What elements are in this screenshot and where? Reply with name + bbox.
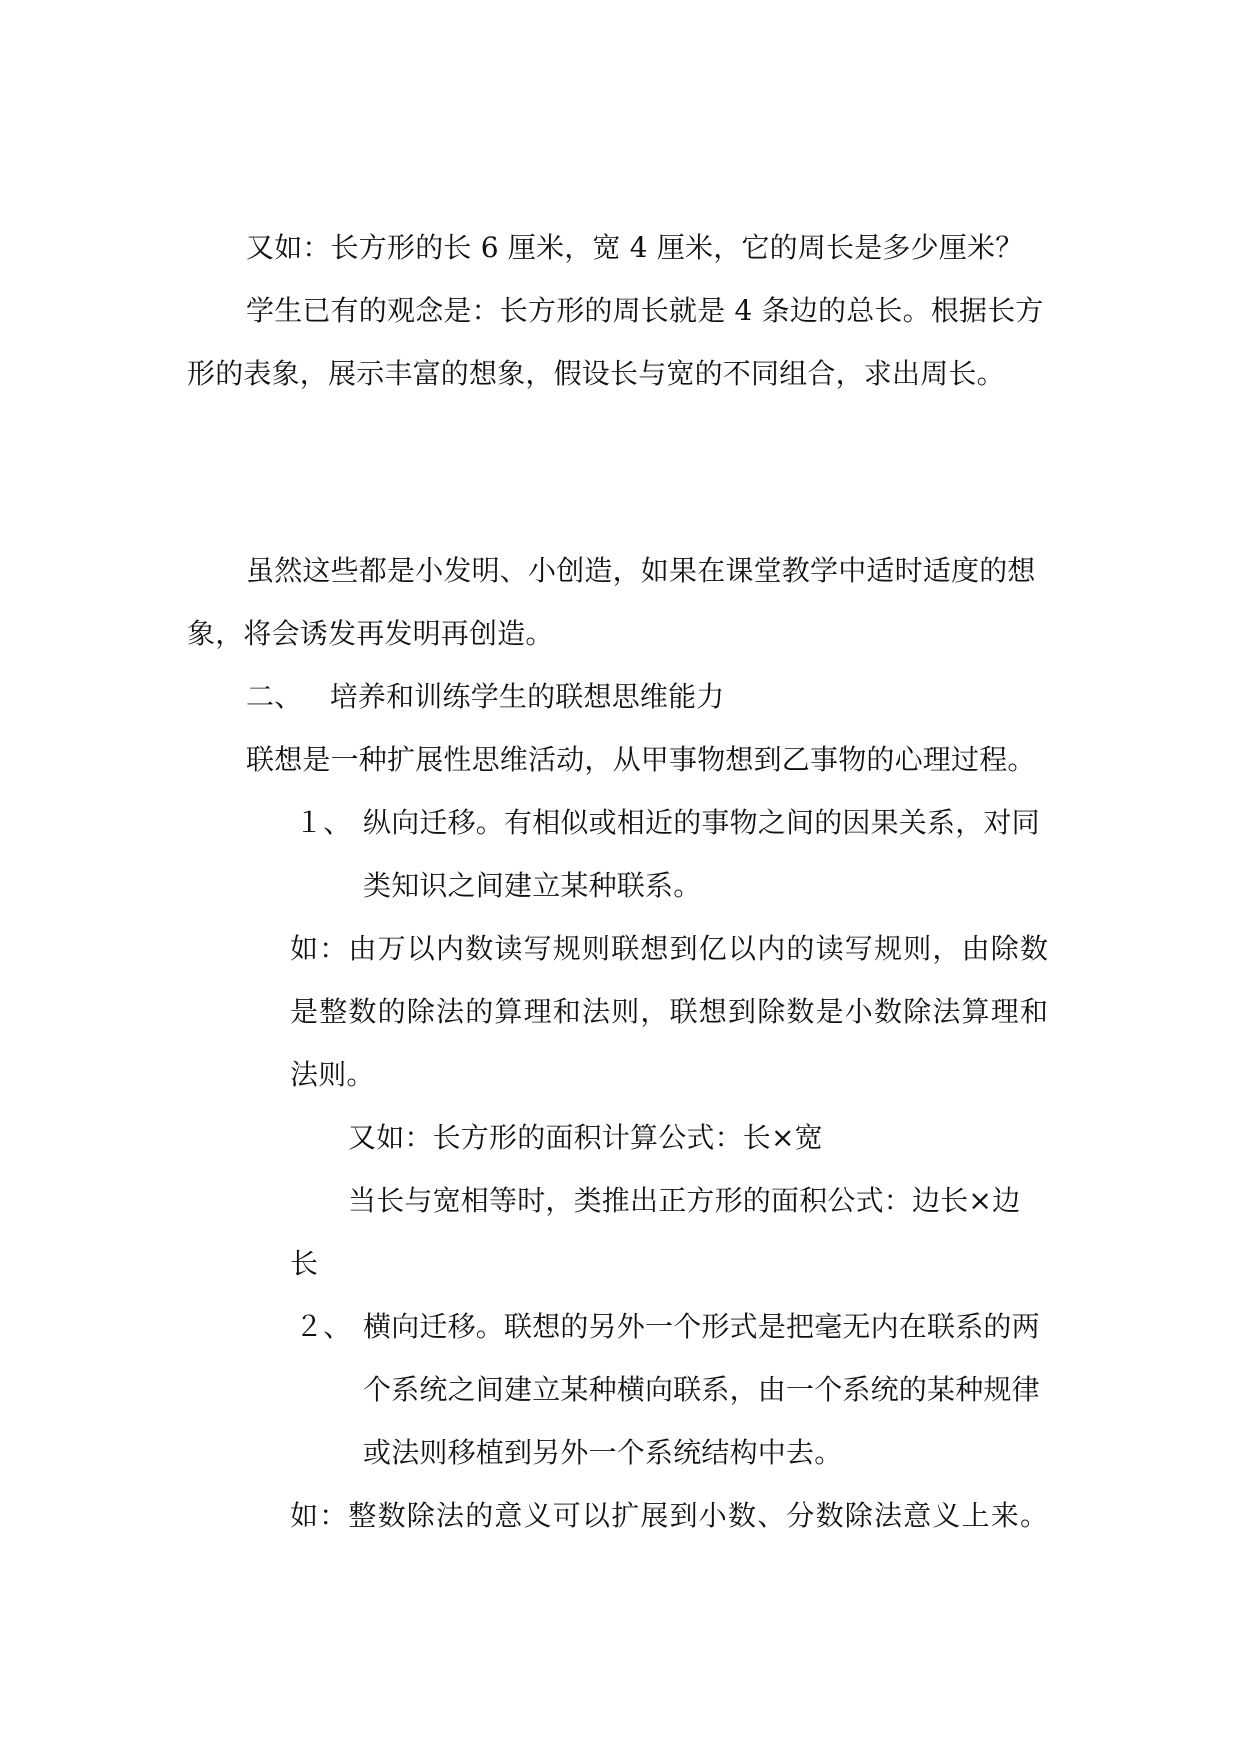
section-heading: 二、 培养和训练学生的联想思维能力 <box>246 680 725 713</box>
text-line: 联想是一种扩展性思维活动，从甲事物想到乙事物的心理过程。 <box>246 743 1036 776</box>
list-item-2 <box>295 1307 1040 1347</box>
list-item-1 <box>295 803 1040 843</box>
list-number: ２、 <box>295 1310 352 1343</box>
text-line: 象，将会诱发再发明再创造。 <box>187 617 554 650</box>
text-line: 又如：长方形的面积计算公式：长×宽 <box>348 1121 823 1154</box>
list-number: １、 <box>295 806 352 839</box>
text-line: 或法则移植到另外一个系统结构中去。 <box>363 1436 843 1469</box>
text-line: 如：由万以内数读写规则联想到亿以内的读写规则，由除数 <box>290 932 1050 965</box>
text-line: 虽然这些都是小发明、小创造，如果在课堂教学中适时适度的想 <box>246 554 1036 587</box>
text-line: 是整数的除法的算理和法则，联想到除数是小数除法算理和 <box>290 995 1050 1028</box>
text-line: 当长与宽相等时，类推出正方形的面积公式：边长×边 <box>348 1184 1021 1217</box>
text-line: 横向迁移。联想的另外一个形式是把毫无内在联系的两 <box>363 1310 1040 1343</box>
text-line: 个系统之间建立某种横向联系，由一个系统的某种规律 <box>363 1373 1040 1406</box>
text-line: 类知识之间建立某种联系。 <box>363 869 702 902</box>
text-line: 长 <box>290 1247 319 1280</box>
text-line: 法则。 <box>290 1058 375 1091</box>
text-line: 纵向迁移。有相似或相近的事物之间的因果关系，对同 <box>363 806 1040 839</box>
text-line: 学生已有的观念是：长方形的周长就是 4 条边的总长。根据长方 <box>246 294 1044 327</box>
text-line: 又如：长方形的长 6 厘米，宽 4 厘米，它的周长是多少厘米？ <box>246 231 1024 264</box>
text-line: 形的表象，展示丰富的想象，假设长与宽的不同组合，求出周长。 <box>187 357 1005 390</box>
text-line: 如：整数除法的意义可以扩展到小数、分数除法意义上来。 <box>290 1499 1050 1532</box>
